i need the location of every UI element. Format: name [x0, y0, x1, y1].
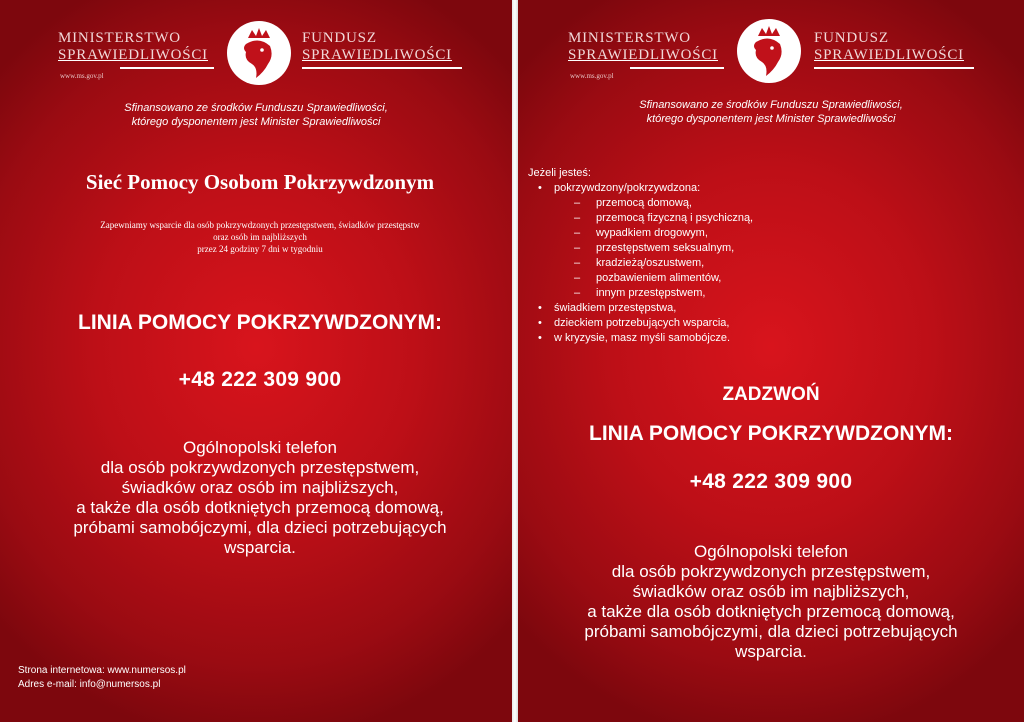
description-line: próbami samobójczymi, dla dzieci potrzebujących — [73, 518, 447, 537]
ministry-name-line2: SPRAWIEDLIWOŚCI — [58, 47, 208, 63]
list-subitem: – wypadkiem drogowym, — [554, 226, 948, 241]
victim-subitems — [554, 196, 948, 301]
funding-line2: którego dysponentem jest Minister Sprawiedliwości — [646, 113, 896, 125]
fund-name-line2: SPRAWIEDLIWOŚCI — [814, 47, 964, 63]
ministry-url: www.ms.gov.pl — [60, 72, 104, 80]
helpline-phone-number[interactable]: +48 222 309 900 — [689, 470, 853, 493]
description-line: świadków oraz osób im najbliższych, — [121, 478, 399, 497]
support-statement — [0, 219, 512, 255]
ministry-name-line1: MINISTERSTWO — [58, 30, 181, 46]
list-subitem: – przemocą fizyczną i psychiczną, — [554, 211, 948, 226]
list-item: • świadkiem przestępstwa, — [528, 301, 948, 316]
fund-name-line1: FUNDUSZ — [302, 30, 377, 46]
ministry-name-line1: MINISTERSTWO — [568, 30, 691, 46]
list-subitem: – innym przestępstwem, — [554, 286, 948, 301]
funding-note — [518, 98, 1024, 126]
eligibility-list — [528, 166, 948, 346]
list-item: • dzieckiem potrzebujących wsparcia, — [528, 316, 948, 331]
helpline-description — [518, 542, 1024, 662]
website-link[interactable]: Strona internetowa: www.numersos.pl — [18, 665, 186, 676]
description-line: a także dla osób dotkniętych przemocą domową, — [76, 498, 444, 517]
funding-line2: którego dysponentem jest Minister Sprawiedliwości — [131, 116, 381, 128]
logo-divider — [120, 67, 214, 69]
funding-note — [0, 101, 512, 129]
support-line3: przez 24 godziny 7 dni w tygodniu — [197, 244, 323, 254]
victim-item-label: pokrzywdzony/pokrzywdzona: — [554, 182, 701, 194]
description-line: Ogólnopolski telefon — [693, 542, 849, 561]
helpline-description — [0, 438, 512, 558]
eagle-emblem-icon — [226, 20, 292, 86]
support-line2: oraz osób im najbliższych — [213, 232, 307, 242]
funding-line1: Sfinansowano ze środków Funduszu Sprawiedliwości, — [124, 102, 388, 114]
logo-divider — [630, 67, 724, 69]
description-line: a także dla osób dotkniętych przemocą domową, — [587, 602, 955, 621]
ministry-url: www.ms.gov.pl — [570, 72, 614, 80]
description-line: wsparcia. — [224, 538, 296, 557]
helpline-heading: LINIA POMOCY POKRZYWDZONYM: — [78, 311, 442, 334]
list-item — [528, 181, 948, 301]
ministry-logo-text — [58, 30, 208, 64]
support-line1: Zapewniamy wsparcie dla osób pokrzywdzonych przestępstwem, świadków przestępstw — [100, 220, 420, 230]
helpline-heading: LINIA POMOCY POKRZYWDZONYM: — [589, 422, 953, 445]
description-line: dla osób pokrzywdzonych przestępstwem, — [611, 562, 931, 581]
description-line: Ogólnopolski telefon — [182, 438, 338, 457]
call-heading: ZADZWOŃ — [722, 384, 820, 405]
description-line: wsparcia. — [735, 642, 807, 661]
eligibility-items — [528, 181, 948, 346]
page-title: Sieć Pomocy Osobom Pokrzywdzonym — [85, 170, 435, 194]
ministry-name-line2: SPRAWIEDLIWOŚCI — [568, 47, 718, 63]
fund-name-line1: FUNDUSZ — [814, 30, 889, 46]
fund-logo-text — [814, 30, 964, 64]
list-intro: Jeżeli jesteś: — [528, 167, 591, 179]
description-line: próbami samobójczymi, dla dzieci potrzebujących — [584, 622, 958, 641]
description-line: świadków oraz osób im najbliższych, — [632, 582, 910, 601]
funding-line1: Sfinansowano ze środków Funduszu Sprawiedliwości, — [639, 99, 903, 111]
eagle-emblem-icon — [736, 18, 802, 84]
list-subitem: – pozbawieniem alimentów, — [554, 271, 948, 286]
helpline-phone-number[interactable]: +48 222 309 900 — [178, 368, 342, 391]
ministry-logo-text — [568, 30, 718, 64]
list-item: • w kryzysie, masz myśli samobójcze. — [528, 331, 948, 346]
fund-name-line2: SPRAWIEDLIWOŚCI — [302, 47, 452, 63]
list-subitem: – kradzieżą/oszustwem, — [554, 256, 948, 271]
list-subitem: – przestępstwem seksualnym, — [554, 241, 948, 256]
email-link[interactable]: Adres e-mail: info@numersos.pl — [18, 679, 161, 690]
right-leaflet-page — [518, 0, 1024, 722]
contact-footer — [18, 664, 186, 692]
fund-logo-text — [302, 30, 452, 64]
logo-divider — [302, 67, 462, 69]
logo-divider — [814, 67, 974, 69]
description-line: dla osób pokrzywdzonych przestępstwem, — [100, 458, 420, 477]
list-subitem: – przemocą domową, — [554, 196, 948, 211]
